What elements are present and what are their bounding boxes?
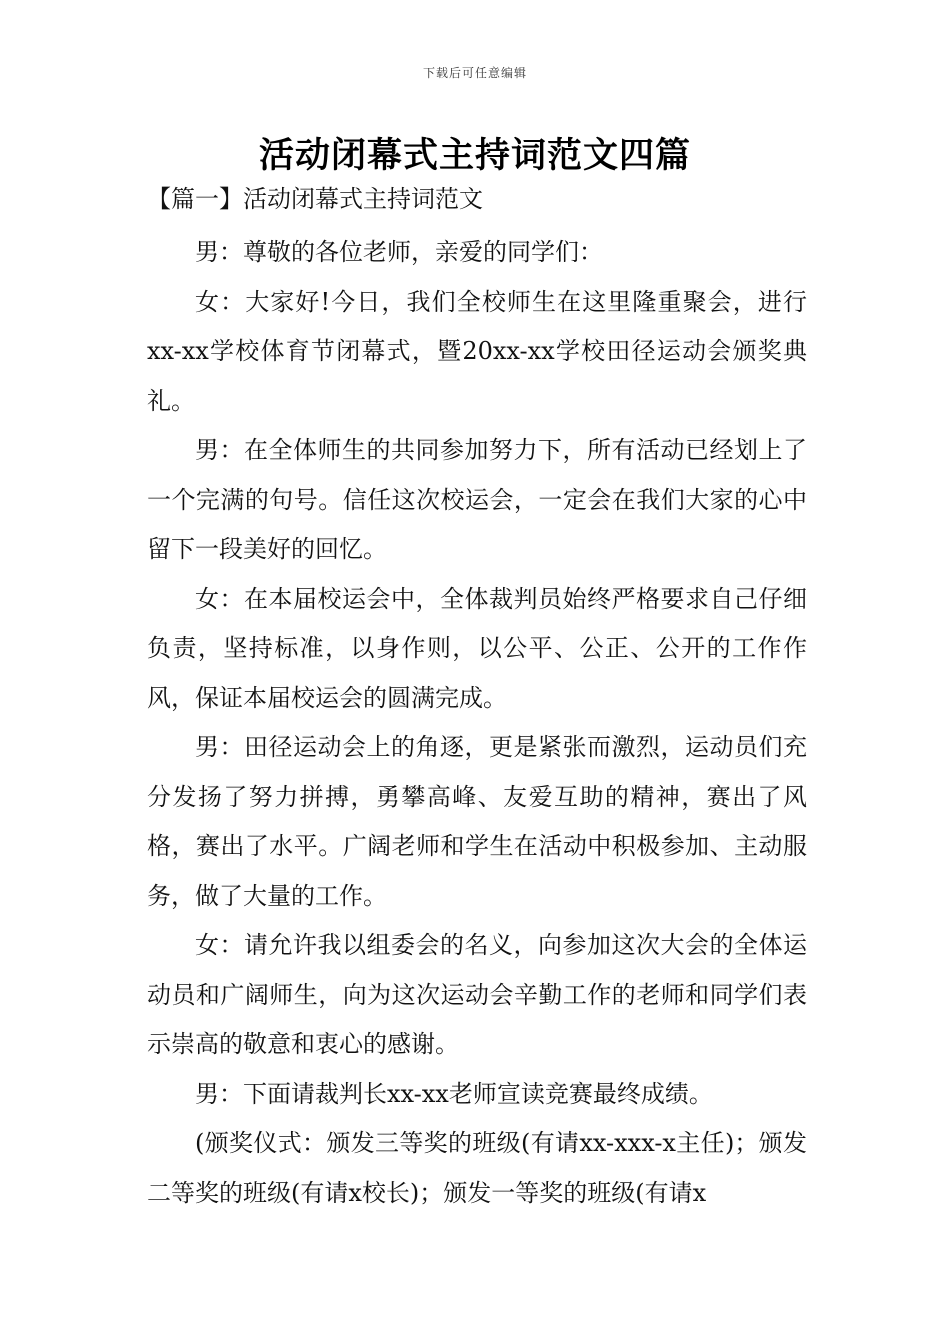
header-note: 下载后可任意编辑 xyxy=(422,66,527,80)
paragraph: (颁奖仪式：颁发三等奖的班级(有请xx-xxx-x主任)；颁发二等奖的班级(有请x校长)；颁发一等奖的班级(有请x xyxy=(147,1129,807,1207)
paragraph: 女：大家好!今日，我们全校师生在这里隆重聚会，进行xx-xx学校体育节闭幕式，暨20xx-xx学校田径运动会颁奖典礼。 xyxy=(147,287,807,415)
paragraph: 男：下面请裁判长xx-xx老师宣读竞赛最终成绩。 xyxy=(195,1079,713,1108)
document-title: 活动闭幕式主持词范文四篇 xyxy=(258,135,691,176)
paragraph: 男：尊敬的各位老师，亲爱的同学们： xyxy=(195,238,603,266)
section-heading: 【篇一】活动闭幕式主持词范文 xyxy=(147,185,483,213)
paragraph: 女：在本届校运会中，全体裁判员始终严格要求自己仔细负责，坚持标准，以身作则，以公平、公正、公开的工作作风，保证本届校运会的圆满完成。 xyxy=(147,584,807,712)
paragraph: 男：田径运动会上的角逐，更是紧张而激烈，运动员们充分发扬了努力拼搏，勇攀高峰、友爱互助的精神，赛出了风格，赛出了水平。广阔老师和学生在活动中积极参加、主动服务，做了大量的工作。 xyxy=(147,733,807,910)
paragraph: 男：在全体师生的共同参加努力下，所有活动已经划上了一个完满的句号。信任这次校运会，一定会在我们大家的心中留下一段美好的回忆。 xyxy=(147,436,807,563)
document-body xyxy=(147,228,807,1218)
paragraph: 女：请允许我以组委会的名义，向参加这次大会的全体运动员和广阔师生，向为这次运动会辛勤工作的老师和同学们表示崇高的敬意和衷心的感谢。 xyxy=(147,931,807,1058)
